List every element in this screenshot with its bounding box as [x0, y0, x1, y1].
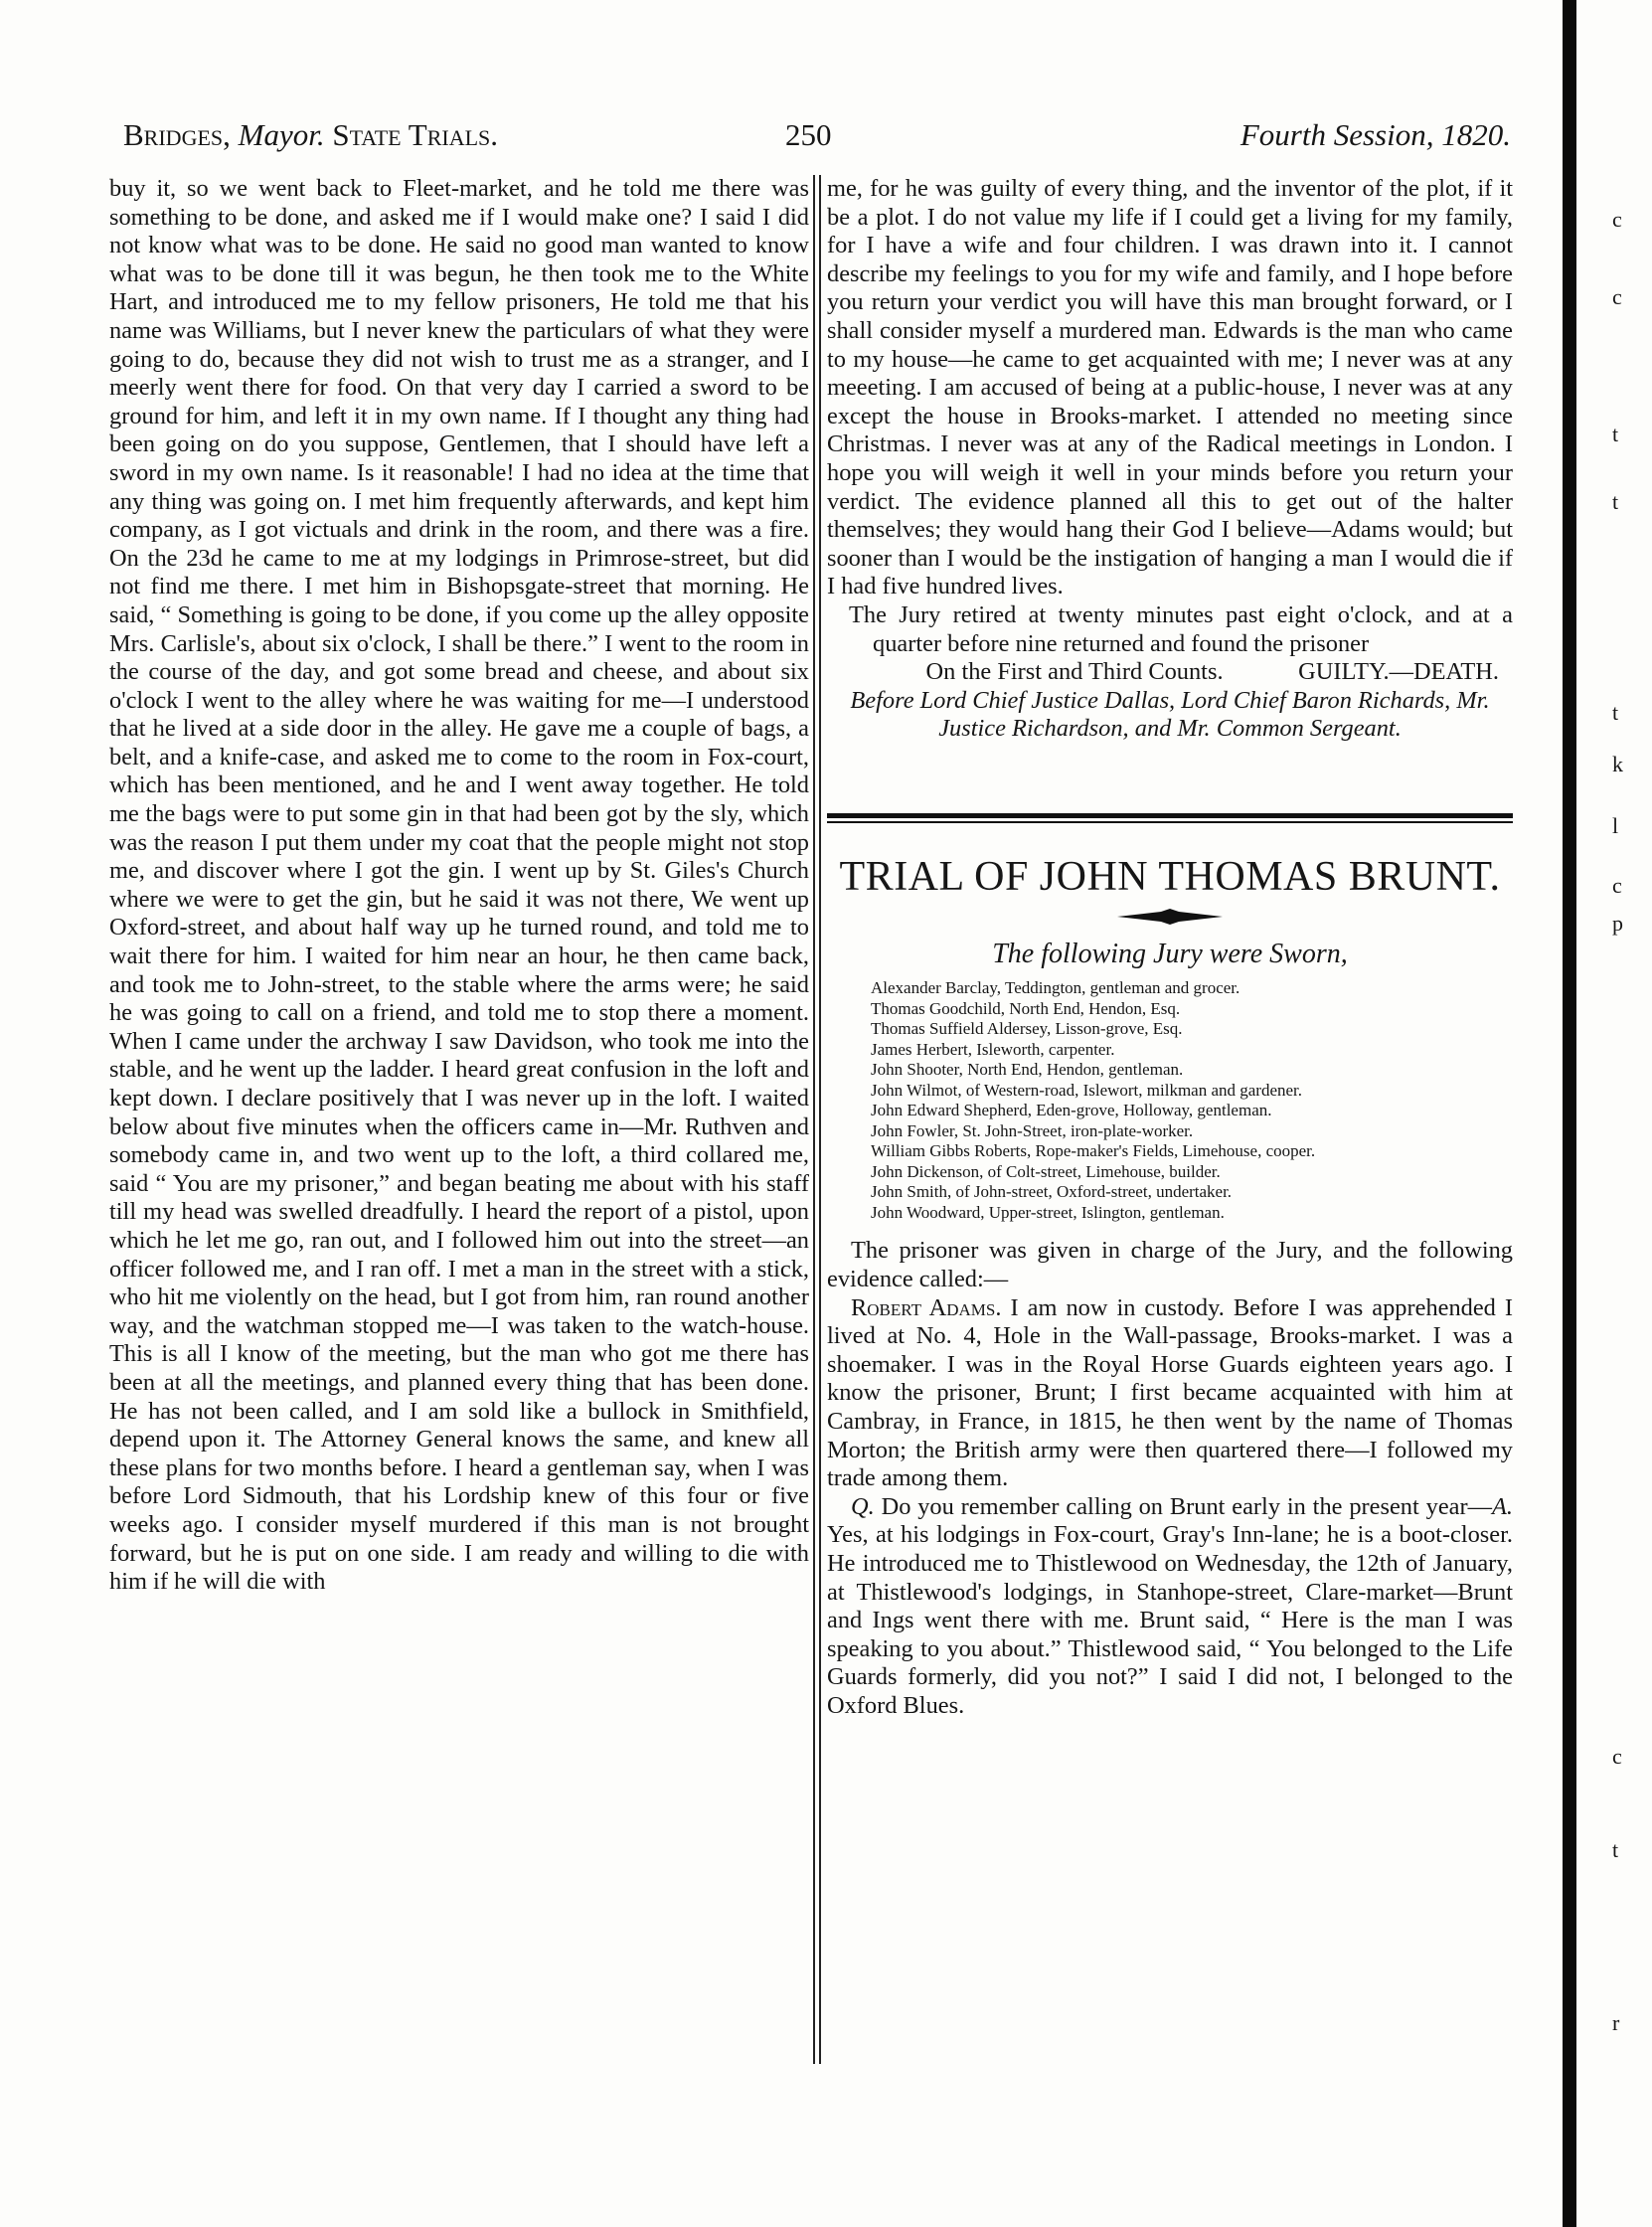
edge-letter: c [1612, 873, 1622, 898]
edge-letter: t [1612, 422, 1619, 446]
edge-letter: t [1612, 489, 1619, 514]
jury-member: John Edward Shepherd, Eden-grove, Holloway, gentleman. [871, 1101, 1272, 1120]
answer-label: A. [1491, 1492, 1513, 1520]
edge-letter: t [1612, 1837, 1619, 1862]
verdict-text: The Jury retired at twenty minutes past eight o'clock, and at a quarter before nine returned and found the prisoner [849, 600, 1513, 657]
jury-member: James Herbert, Isleworth, carpenter. [871, 1039, 1115, 1059]
edge-letter: t [1612, 700, 1619, 725]
ornament-dash-icon [1115, 909, 1225, 925]
testimony-text: I am now in custody. Before I was apprehended I lived at No. 4, Hole in the Wall-passage, Brooks-market. I was a shoemaker. I was in the Royal Horse Guards eighteen years ago. I know the prisoner, Brunt; I first became acquainted with him at Cambray, in France, in 1815, he then went by the name of Thomas Morton; the British army were then quartered there—I followed my trade among them. [827, 1293, 1514, 1492]
right-column [827, 175, 1513, 1721]
counts-line: On the First and Third Counts. [925, 658, 1224, 686]
jury-member: William Gibbs Roberts, Rope-maker's Fields, Limehouse, cooper. [871, 1141, 1316, 1161]
edge-letter: c [1612, 207, 1622, 232]
edge-letter: r [1612, 2010, 1620, 2035]
witness-name: Robert Adams. [851, 1293, 1002, 1321]
edge-letter: l [1612, 813, 1619, 838]
header-mayor-role: Mayor. [238, 117, 325, 152]
answer-text: Yes, at his lodgings in Fox-court, Gray's Inn-lane; he is a boot-closer. He introduced me to Thistlewood on Wednesday, the 12th of January, at Thistlewood's lodgings, in Stanhope-street, Clare-market—Brunt and Ings went there with me. Brunt said, “ Here is the man I was speaking to you about.” Thistlewood said, “ You belonged to the Life Guards formerly, did you not?” I said I did not, I belonged to the Oxford Blues. [827, 1521, 1513, 1719]
column-divider [813, 175, 815, 2064]
jury-member: John Shooter, North End, Hendon, gentleman. [871, 1060, 1184, 1080]
speech-continuation: me, for he was guilty of every thing, and the inventor of the plot, if it be a plot. I do not value my life if I could get a living for my family, for I have a wife and four children. I was drawn into it. I cannot describe my feelings to you for my wife and family, and I hope before you return your verdict you will have this man brought forward, or I shall consider myself a murdered man. Edwards is the man who came to my house—he came to get acquainted with me; I never was at any meeeting. I am accused of being at a public-house, I never was at any except the house in Brooks-market. I attended no meeting since Christmas. I never was at any of the Radical meetings in London. I hope you will weigh it well in your minds before you return your verdict. The evidence planned all this to get out of the halter themselves; they would hang their God I believe—Adams would; but sooner than I would be the instigation of hanging a man I would die if I had five hundred lives. [827, 175, 1513, 600]
jury-member: John Fowler, St. John-Street, iron-plate-worker. [871, 1120, 1194, 1140]
question-answer-paragraph [827, 1493, 1513, 1721]
page-spine-shadow [1563, 0, 1576, 2227]
verdict-result: GUILTY.—DEATH. [1298, 658, 1499, 686]
question-text: Do you remember calling on Brunt early in the present year— [881, 1492, 1492, 1520]
section-divider [827, 813, 1513, 823]
divider-thick [827, 813, 1513, 818]
jury-member: Thomas Suffield Aldersey, Lisson-grove, Esq. [871, 1019, 1183, 1039]
edge-letter: c [1612, 1744, 1622, 1769]
page-number: 250 [785, 117, 832, 152]
divider-thin [827, 821, 1513, 823]
header-left [123, 117, 498, 153]
jury-member: Thomas Goodchild, North End, Hendon, Esq. [871, 998, 1181, 1018]
edge-letter: c [1612, 284, 1622, 309]
edge-letter: k [1612, 752, 1623, 776]
defendant-speech-text: buy it, so we went back to Fleet-market, and he told me there was something to be done, and asked me if I would make one? I said I did not know what was to be done. He said no good man wanted to know what was to be done till it was begun, he then took me to the White Hart, and introduced me to my fellow prisoners, He told me that his name was Williams, but I never knew the particulars of what they were going to do, because they did not wish to trust me as a stranger, and I meerly went there for food. On that very day I carried a sword to be ground for him, and left it in my own name. If I thought any thing had been going on do you suppose, Gentlemen, that I should have left a sword in my own name. Is it reasonable! I had no idea at the time that any thing was going on. I met him frequently afterwards, and kept him company, as I got victuals and drink in the room, and there was a fire. On the 23d he came to me at my lodgings in Primrose-street, but did not find me there. I met him in Bishopsgate-street that morning. He said, “ Something is going to be done, if you come up the alley opposite Mrs. Carlisle's, about six o'clock, I shall be there.” I went to the room in the course of the day, and got some bread and cheese, and about six o'clock I went to the alley where he was waiting for me—I understood that he lived at a side door in the alley. He gave me a couple of bags, a belt, and a knife-case, and asked me to come to the room in Fox-court, which has been mentioned, and he and I went away together. He told me the bags were to put some gin in that had been got by the sly, which was the reason I put them under my coat that the people might not stop me, and discover where I got the gin. I went up by St. Giles's Church where we were to get the gin, but he said it was not there, We went up Oxford-street, and about half way up he turned round, and told me to wait there for him. I waited for him near an hour, he then came back, and took me to John-street, to the stable where the arms were; he said he was going to call on a friend, and told me to stop there a moment. When I came under the archway I saw Davidson, who took me into the stable, and he went up the ladder. I heard great confusion in the loft and kept down. I declare positively that I was never up in the loft. I waited below about five minutes when the officers came in—Mr. Ruthven and somebody came in, and two went up to the loft, a third collared me, said “ You are my prisoner,” and began beating me about with his staff till my head was swelled dreadfully. I heard the report of a pistol, upon which he let me go, ran out, and I followed him out into the street—an officer followed me, and I ran off. I met a man in the street with a stick, who hit me violently on the head, but I got from him, ran round another way, and the watchman stopped me—I was taken to the watch-house. This is all I know of the meeting, but the man who got me there has been at all the meetings, and planned every thing that has been done. He has not been called, and I am sold like a bullock in Smithfield, depend upon it. The Attorney General knows the same, and knew all these plans for two months before. I heard a gentleman say, when I was before Lord Sidmouth, that his Lordship knew of this four or five weeks ago. I consider myself murdered if this man is not brought forward, but he is put on one side. I am ready and willing to die with him if he will die with [109, 175, 809, 1596]
header-mayor-name: Bridges, [123, 117, 231, 152]
trial-title: TRIAL OF JOHN THOMAS BRUNT. [839, 853, 1501, 900]
charge-paragraph: The prisoner was given in charge of the Jury, and the following evidence called:— [827, 1237, 1513, 1293]
testimony-paragraph [827, 1294, 1513, 1493]
column-divider-inner [819, 175, 821, 2064]
header-session: Fourth Session, 1820. [1239, 117, 1511, 152]
judges-line: Before Lord Chief Justice Dallas, Lord Chief Baron Richards, Mr. Justice Richardson, and Mr. Common Sergeant. [850, 686, 1490, 743]
question-label: Q. [851, 1492, 875, 1520]
jury-member: Alexander Barclay, Teddington, gentleman and grocer. [871, 978, 1240, 998]
jury-member: John Dickenson, of Colt-street, Limehouse, builder. [871, 1161, 1221, 1181]
edge-letter: p [1612, 911, 1623, 936]
jury-member: John Woodward, Upper-street, Islington, gentleman. [871, 1202, 1225, 1222]
jury-member: John Wilmot, of Western-road, Islewort, milkman and gardener. [871, 1080, 1303, 1100]
header-title: State Trials. [332, 117, 499, 152]
jury-list [871, 978, 1513, 1223]
running-header [123, 117, 1511, 167]
jury-member: John Smith, of John-street, Oxford-street, undertaker. [871, 1182, 1233, 1202]
jury-heading: The following Jury were Sworn, [992, 938, 1348, 969]
left-column [109, 175, 809, 1597]
